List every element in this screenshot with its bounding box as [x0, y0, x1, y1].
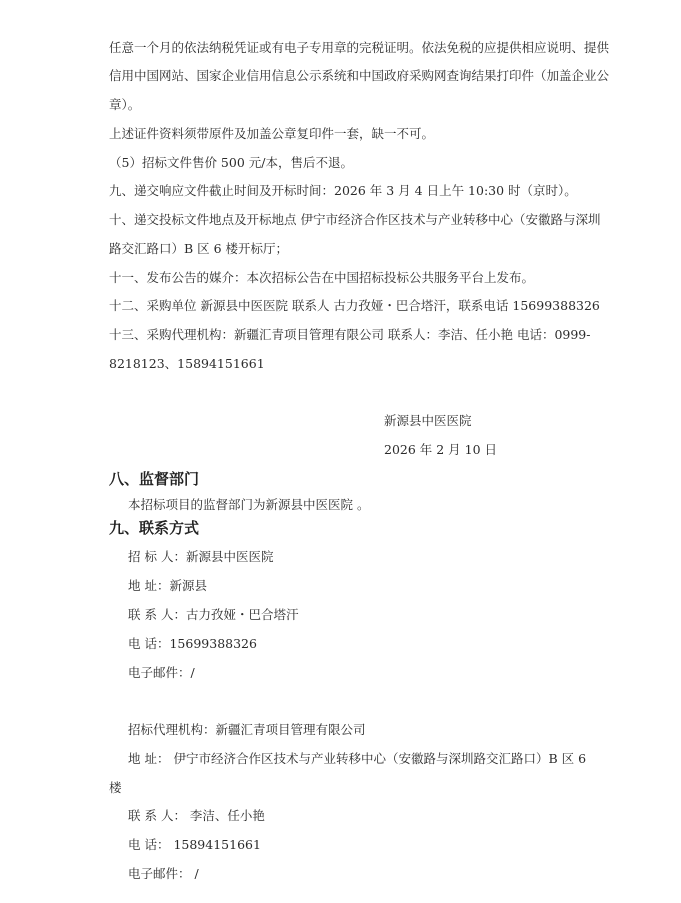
signature-date: 2026 年 2 月 10 日: [384, 442, 498, 457]
agency-address-line1: 地 址： 伊宁市经济合作区技术与产业转移中心（安徽路与深圳路交汇路口）B 区 6: [128, 751, 587, 766]
agency-phone: 电 话： 15894151661: [128, 837, 261, 852]
paragraph-purchaser: 十二、采购单位 新源县中医医院 联系人 古力孜娅・巴合塔汗，联系电话 15699388326: [109, 298, 600, 313]
paragraph-deadline: 九、递交响应文件截止时间及开标时间：2026 年 3 月 4 日上午 10:30 时（京时）。: [109, 183, 577, 198]
paragraph-originals-required: 上述证件资料须带原件及加盖公章复印件一套，缺一不可。: [109, 126, 435, 141]
section-heading-supervision: 八、监督部门: [109, 470, 200, 488]
contact-tenderer: 招 标 人：新源县中医医院: [128, 549, 274, 564]
agency-email: 电子邮件： /: [128, 866, 199, 881]
section-heading-contact: 九、联系方式: [109, 519, 200, 537]
paragraph-location-line2: 路交汇路口）B 区 6 楼开标厅；: [109, 241, 289, 256]
paragraph-tax-proof-line3: 章）。: [109, 97, 141, 112]
contact-person: 联 系 人：古力孜娅・巴合塔汗: [128, 607, 299, 622]
agency-contact: 联 系 人： 李洁、任小艳: [128, 808, 265, 823]
supervision-text: 本招标项目的监督部门为新源县中医医院 。: [128, 497, 370, 512]
contact-phone: 电 话：15699388326: [128, 636, 257, 651]
paragraph-agency-line1: 十三、采购代理机构：新疆汇青项目管理有限公司 联系人：李洁、任小艳 电话：0999-: [109, 327, 591, 342]
paragraph-location-line1: 十、递交投标文件地点及开标地点 伊宁市经济合作区技术与产业转移中心（安徽路与深圳: [109, 212, 601, 227]
paragraph-tax-proof-line1: 任意一个月的依法纳税凭证或有电子专用章的完税证明。依法免税的应提供相应说明、提供: [109, 40, 610, 55]
agency-address-line2: 楼: [109, 780, 122, 795]
paragraph-document-price: （5）招标文件售价 500 元/本，售后不退。: [109, 155, 353, 170]
agency-name: 招标代理机构：新疆汇青项目管理有限公司: [128, 722, 366, 737]
contact-email: 电子邮件：/: [128, 665, 195, 680]
paragraph-agency-line2: 8218123、15894151661: [109, 356, 265, 371]
signature-organization: 新源县中医医院: [384, 413, 472, 428]
paragraph-tax-proof-line2: 信用中国网站、国家企业信用信息公示系统和中国政府采购网查询结果打印件（加盖企业公: [109, 68, 610, 83]
paragraph-media: 十一、发布公告的媒介：本次招标公告在中国招标投标公共服务平台上发布。: [109, 270, 535, 285]
contact-address: 地 址：新源县: [128, 578, 207, 593]
